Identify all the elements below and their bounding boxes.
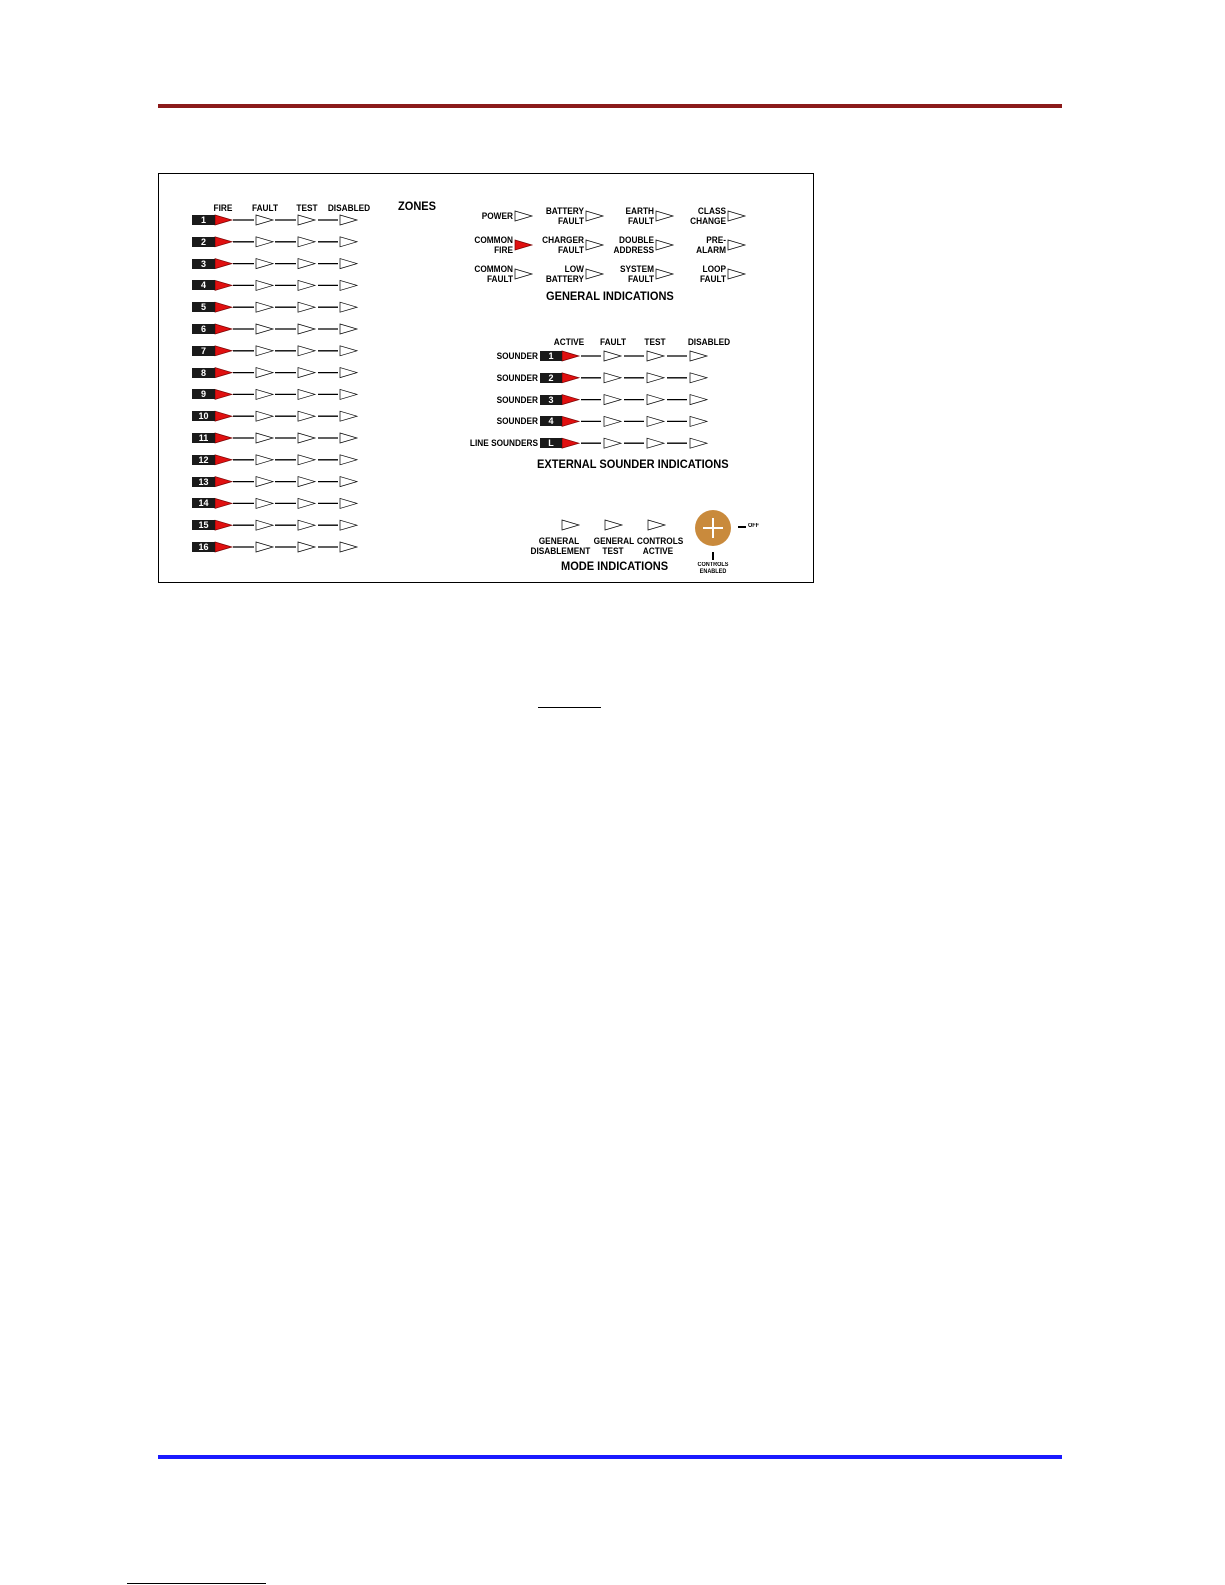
zone-13-test-led (298, 477, 315, 487)
zone-15-fault-led (256, 520, 273, 530)
zone-6-fault-led (256, 324, 273, 334)
zone-11-fire-led (215, 433, 232, 443)
sounder-number-3: 3 (540, 395, 562, 405)
zone-2-test-led (298, 237, 315, 247)
general-label-power: POWER (481, 211, 513, 221)
zone-16-fault-led (256, 542, 273, 552)
sounder-2-fault-led (604, 373, 621, 383)
sounder-4-test-led (647, 416, 664, 426)
zone-2-disabled-led (340, 237, 357, 247)
general-led-pre--alarm (728, 240, 745, 250)
zone-number-9: 9 (192, 389, 215, 399)
sounder-number-L: L (540, 438, 562, 448)
general-label-double-address: DOUBLE ADDRESS (613, 235, 654, 255)
zone-number-12: 12 (192, 455, 215, 465)
sounder-label-2: SOUNDER (496, 372, 538, 383)
zone-7-fault-led (256, 346, 273, 356)
zone-6-test-led (298, 324, 315, 334)
zone-8-disabled-led (340, 368, 357, 378)
zone-number-3: 3 (192, 259, 215, 269)
zone-3-test-led (298, 259, 315, 269)
zone-8-fire-led (215, 368, 232, 378)
sounder-3-active-led (562, 395, 579, 405)
zone-13-fire-led (215, 477, 232, 487)
zone-5-fault-led (256, 302, 273, 312)
sounder-title: EXTERNAL SOUNDER INDICATIONS (537, 457, 729, 471)
sounder-4-active-led (562, 416, 579, 426)
zones-title: ZONES (398, 199, 437, 213)
zone-number-2: 2 (192, 237, 215, 247)
zone-6-fire-led (215, 324, 232, 334)
sounder-L-fault-led (604, 438, 621, 448)
zone-12-disabled-led (340, 455, 357, 465)
indicator-panel-diagram (158, 173, 814, 583)
zones-header-fire: FIRE (213, 203, 233, 213)
zone-12-fire-led (215, 455, 232, 465)
key-on-tick (712, 552, 714, 560)
zone-number-11: 11 (192, 433, 215, 443)
controls-key-switch[interactable] (695, 510, 731, 546)
sounder-label-1: SOUNDER (496, 351, 538, 361)
zone-16-fire-led (215, 542, 232, 552)
sounder-L-active-led (562, 438, 579, 448)
sounder-L-disabled-led (690, 438, 707, 448)
footnote-underline (127, 1583, 266, 1584)
zone-14-fault-led (256, 498, 273, 508)
footer-rule (158, 1455, 1062, 1459)
zone-7-disabled-led (340, 346, 357, 356)
mode-led-general-test (605, 520, 622, 530)
sounder-3-test-led (647, 395, 664, 405)
zone-8-fault-led (256, 368, 273, 378)
sounder-1-test-led (647, 351, 664, 361)
zone-10-fault-led (256, 411, 273, 421)
sounder-number-4: 4 (540, 416, 562, 426)
zone-number-10: 10 (192, 411, 215, 421)
sounder-header-fault: FAULT (599, 337, 627, 347)
zone-number-5: 5 (192, 302, 215, 312)
sounder-label-L: LINE SOUNDERS (469, 438, 538, 449)
zone-4-test-led (298, 280, 315, 290)
zone-number-7: 7 (192, 346, 215, 356)
zone-5-fire-led (215, 302, 232, 312)
sounder-number-2: 2 (540, 373, 562, 383)
zone-9-fault-led (256, 389, 273, 399)
zone-15-fire-led (215, 520, 232, 530)
sounder-header-test: TEST (644, 337, 666, 347)
zone-11-fault-led (256, 433, 273, 443)
zone-6-disabled-led (340, 324, 357, 334)
zone-number-16: 16 (192, 542, 215, 552)
zone-5-disabled-led (340, 302, 357, 312)
sounder-number-1: 1 (540, 351, 562, 361)
zone-1-fault-led (256, 215, 273, 225)
zone-3-fault-led (256, 259, 273, 269)
zone-4-fire-led (215, 280, 232, 290)
mode-label-general-test: GENERAL TEST (593, 536, 635, 556)
zone-16-disabled-led (340, 542, 357, 552)
sounder-1-disabled-led (690, 351, 707, 361)
mode-led-general-disablement (562, 520, 579, 530)
sounder-3-disabled-led (690, 395, 707, 405)
sounder-2-disabled-led (690, 373, 707, 383)
zone-13-disabled-led (340, 477, 357, 487)
key-on-label: CONTROLS ENABLED (697, 562, 729, 575)
zone-2-fire-led (215, 237, 232, 247)
zones-header-disabled: DISABLED (327, 203, 371, 213)
mode-label-general-disablement: GENERAL DISABLEMENT (530, 536, 591, 556)
zone-1-fire-led (215, 215, 232, 225)
zone-number-14: 14 (192, 498, 215, 508)
caption-underline (538, 707, 601, 708)
zones-header-fault: FAULT (251, 203, 279, 213)
sounder-L-test-led (647, 438, 664, 448)
sounder-1-fault-led (604, 351, 621, 361)
zone-number-13: 13 (192, 477, 215, 487)
general-label-loop-fault: LOOP FAULT (699, 264, 726, 284)
zone-9-test-led (298, 389, 315, 399)
general-label-battery-fault: BATTERY FAULT (545, 206, 584, 226)
zone-8-test-led (298, 368, 315, 378)
zone-14-fire-led (215, 498, 232, 508)
key-off-tick (738, 526, 746, 528)
zone-4-disabled-led (340, 280, 357, 290)
zone-3-fire-led (215, 259, 232, 269)
general-label-low-battery: LOW BATTERY (545, 264, 584, 284)
sounder-header-disabled: DISABLED (687, 337, 731, 347)
zone-number-1: 1 (192, 215, 215, 225)
sounder-2-active-led (562, 373, 579, 383)
sounder-1-active-led (562, 351, 579, 361)
mode-led-controls-active (648, 520, 665, 530)
general-label-common-fault: COMMON FAULT (474, 264, 513, 284)
zone-10-fire-led (215, 411, 232, 421)
zone-16-test-led (298, 542, 315, 552)
zone-4-fault-led (256, 280, 273, 290)
zone-5-test-led (298, 302, 315, 312)
key-off-label: OFF (748, 523, 760, 529)
zone-10-disabled-led (340, 411, 357, 421)
general-label-earth-fault: EARTH FAULT (625, 206, 654, 226)
general-label-system-fault: SYSTEM FAULT (619, 264, 654, 284)
zone-number-4: 4 (192, 280, 215, 290)
zone-12-fault-led (256, 455, 273, 465)
zone-15-disabled-led (340, 520, 357, 530)
general-label-pre--alarm: PRE- ALARM (696, 235, 726, 255)
sounder-4-disabled-led (690, 416, 707, 426)
zone-9-disabled-led (340, 389, 357, 399)
zone-11-test-led (298, 433, 315, 443)
zone-7-test-led (298, 346, 315, 356)
sounder-4-fault-led (604, 416, 621, 426)
sounder-3-fault-led (604, 395, 621, 405)
header-rule (158, 104, 1062, 108)
sounder-label-4: SOUNDER (496, 416, 538, 427)
sounder-2-test-led (647, 373, 664, 383)
zone-11-disabled-led (340, 433, 357, 443)
general-label-class-change: CLASS CHANGE (690, 206, 726, 226)
zone-number-15: 15 (192, 520, 215, 530)
sounder-header-active: ACTIVE (553, 337, 585, 347)
general-led-loop-fault (728, 269, 745, 279)
mode-label-controls-active: CONTROLS ACTIVE (636, 536, 684, 556)
general-led-class-change (728, 211, 745, 221)
mode-title: MODE INDICATIONS (561, 559, 669, 573)
zone-10-test-led (298, 411, 315, 421)
zone-1-test-led (298, 215, 315, 225)
zone-number-6: 6 (192, 324, 215, 334)
general-label-charger-fault: CHARGER FAULT (542, 235, 584, 255)
zone-12-test-led (298, 455, 315, 465)
zone-number-8: 8 (192, 368, 215, 378)
zone-15-test-led (298, 520, 315, 530)
zone-1-disabled-led (340, 215, 357, 225)
zone-3-disabled-led (340, 259, 357, 269)
sounder-label-3: SOUNDER (496, 394, 538, 405)
zone-13-fault-led (256, 477, 273, 487)
zone-14-disabled-led (340, 498, 357, 508)
general-label-common-fire: COMMON FIRE (474, 235, 513, 255)
zone-9-fire-led (215, 389, 232, 399)
general-title: GENERAL INDICATIONS (546, 289, 674, 303)
zone-14-test-led (298, 498, 315, 508)
zone-7-fire-led (215, 346, 232, 356)
zones-header-test: TEST (296, 203, 318, 213)
zone-2-fault-led (256, 237, 273, 247)
